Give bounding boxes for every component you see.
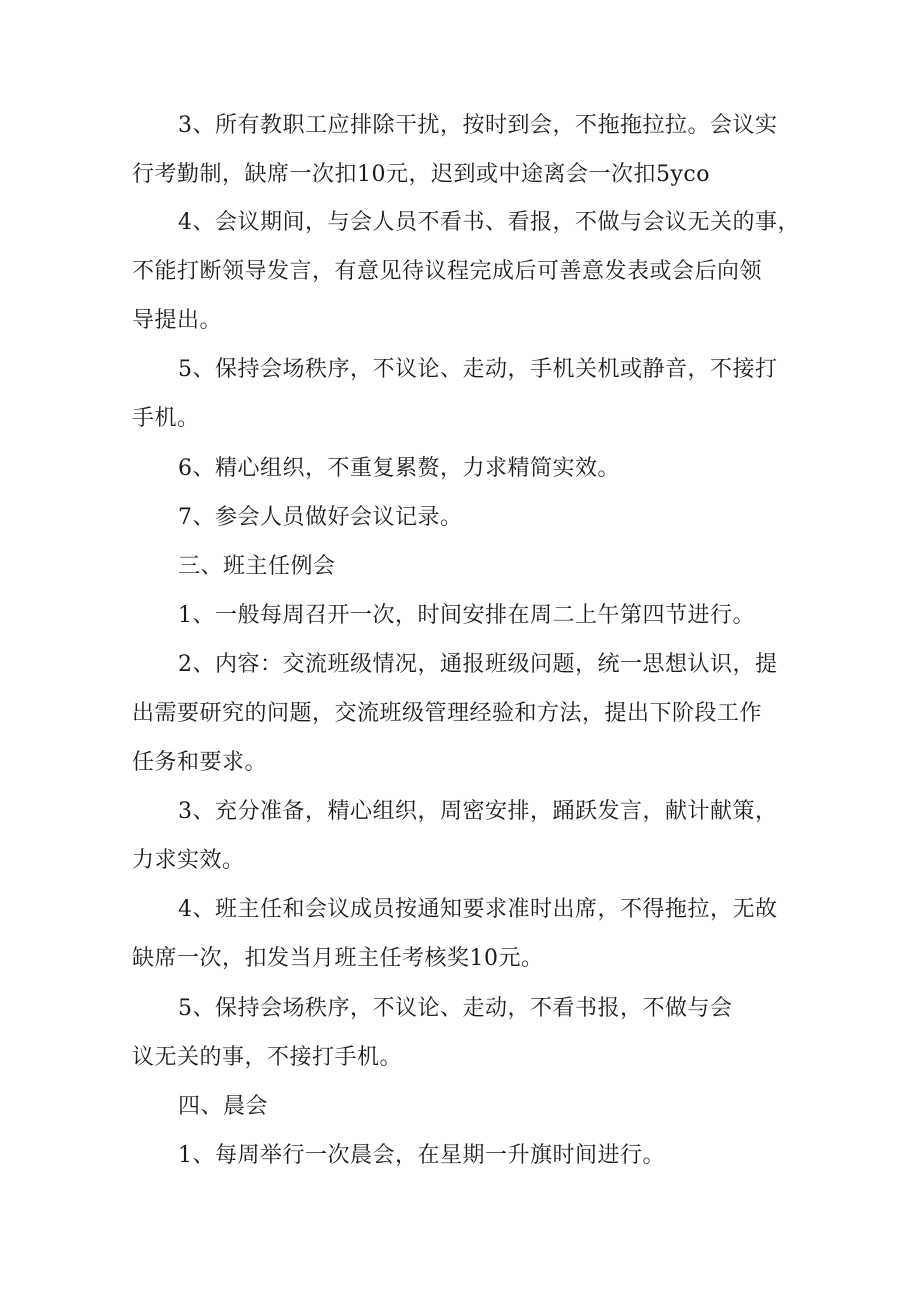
paragraph-line: 力求实效。 bbox=[132, 848, 245, 873]
paragraph-line: 6、精心组织，不重复累赘，力求精简实效。 bbox=[178, 456, 620, 481]
paragraph-line: 3、充分准备，精心组织，周密安排，踊跃发言，献计献策， bbox=[178, 799, 778, 824]
paragraph-line: 5、保持会场秩序，不议论、走动，不看书报，不做与会 bbox=[178, 996, 733, 1021]
section-heading: 四、晨会 bbox=[178, 1094, 269, 1119]
paragraph-line: 出需要研究的问题，交流班级管理经验和方法，提出下阶段工作 bbox=[132, 701, 763, 726]
paragraph-line: 不能打断领导发言，有意见待议程完成后可善意发表或会后向领 bbox=[132, 259, 763, 284]
section-heading: 三、班主任例会 bbox=[178, 554, 336, 579]
paragraph-line: 2、内容：交流班级情况，通报班级问题，统一思想认识，提 bbox=[178, 652, 778, 677]
paragraph-line: 手机。 bbox=[132, 406, 200, 431]
paragraph-line: 缺席一次，扣发当月班主任考核奖10元。 bbox=[132, 946, 544, 971]
paragraph-line: 7、参会人员做好会议记录。 bbox=[178, 505, 463, 530]
paragraph-line: 4、班主任和会议成员按通知要求准时出席，不得拖拉，无故 bbox=[178, 897, 778, 922]
paragraph-line: 任务和要求。 bbox=[132, 750, 268, 775]
paragraph-line: 1、每周举行一次晨会，在星期一升旗时间进行。 bbox=[178, 1143, 665, 1168]
paragraph-line: 4、会议期间，与会人员不看书、看报，不做与会议无关的事， bbox=[178, 210, 800, 235]
paragraph-line: 3、所有教职工应排除干扰，按时到会，不拖拖拉拉。会议实 bbox=[178, 113, 778, 138]
paragraph-line: 导提出。 bbox=[132, 308, 223, 333]
paragraph-line: 议无关的事，不接打手机。 bbox=[132, 1045, 403, 1070]
paragraph-line: 行考勤制，缺席一次扣10元，迟到或中途离会一次扣5yco bbox=[132, 162, 710, 187]
paragraph-line: 5、保持会场秩序，不议论、走动，手机关机或静音，不接打 bbox=[178, 357, 778, 382]
paragraph-line: 1、一般每周召开一次，时间安排在周二上午第四节进行。 bbox=[178, 603, 755, 628]
